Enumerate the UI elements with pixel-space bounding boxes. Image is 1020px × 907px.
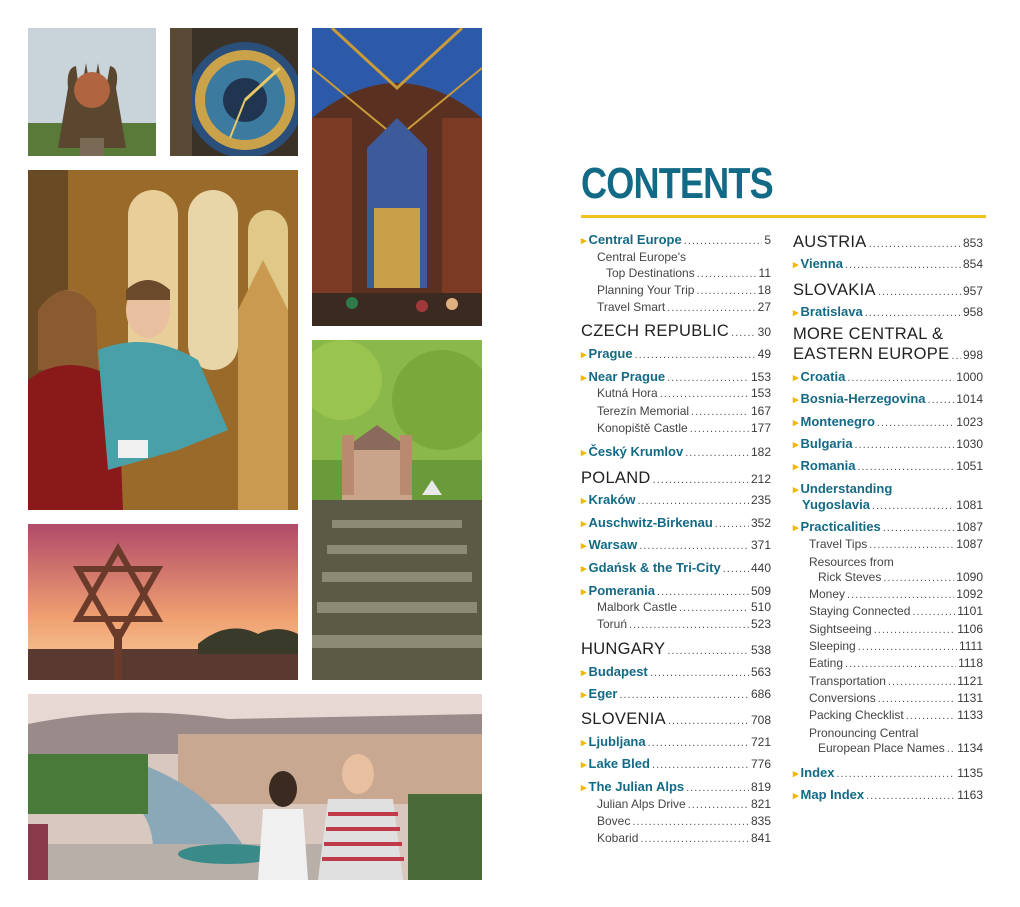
toc-entry-bovec[interactable]: Bovec ..... 835	[581, 813, 771, 830]
toc-entry-central-europe[interactable]: ▸ Central Europe ..... 5	[581, 232, 771, 249]
toc-entry-austria[interactable]: AUSTRIA ..... 853	[793, 234, 983, 252]
toc-entry-packing-checklist[interactable]: Packing Checklist ..... 1133	[793, 707, 983, 724]
toc-entry-konopiste-castle[interactable]: Konopiště Castle ..... 177	[581, 420, 771, 437]
toc-entry-travel-smart[interactable]: Travel Smart ..... 27	[581, 299, 771, 316]
toc-entry-index[interactable]: ▸ Index ..... 1135	[793, 765, 983, 782]
toc-entry-bratislava[interactable]: ▸ Bratislava ..... 958	[793, 304, 983, 321]
toc-entry-gdansk-tri-city[interactable]: ▸ Gdańsk & the Tri-City ..... 440	[581, 560, 771, 577]
toc-entry-sightseeing[interactable]: Sightseeing ..... 1106	[793, 621, 983, 638]
toc-entry-more-central-line1: MORE CENTRAL &	[793, 325, 944, 343]
toc-entry-pronouncing-place-names[interactable]: European Place Names ..... 1134	[793, 740, 983, 757]
toc-entry-czech-republic[interactable]: CZECH REPUBLIC ..... 30	[581, 323, 771, 341]
toc-entry-cesky-krumlov[interactable]: ▸ Český Krumlov ..... 182	[581, 444, 771, 461]
toc-entry-budapest[interactable]: ▸ Budapest ..... 563	[581, 664, 771, 681]
toc-entry-malbork-castle[interactable]: Malbork Castle ..... 510	[581, 599, 771, 616]
toc-entry-torun[interactable]: Toruń ..... 523	[581, 616, 771, 633]
toc-entry-slovenia[interactable]: SLOVENIA ..... 708	[581, 711, 771, 729]
photo-russian-chapel-forest-steps	[312, 340, 482, 680]
photo-star-of-david-sunset	[28, 524, 298, 680]
toc-entry-auschwitz-birkenau[interactable]: ▸ Auschwitz-Birkenau ..... 352	[581, 515, 771, 532]
toc-entry-staying-connected[interactable]: Staying Connected ..... 1101	[793, 603, 983, 620]
toc-entry-julian-alps-drive[interactable]: Julian Alps Drive ..... 821	[581, 796, 771, 813]
toc-entry-understanding-line1: ▸ Understanding	[793, 481, 892, 498]
toc-entry-prague[interactable]: ▸ Prague ..... 49	[581, 346, 771, 363]
toc-entry-bosnia-herzegovina[interactable]: ▸ Bosnia-Herzegovina ..... 1014	[793, 391, 983, 408]
toc-entry-map-index[interactable]: ▸ Map Index ..... 1163	[793, 787, 983, 804]
photo-cathedral-interior	[312, 28, 482, 326]
toc-entry-resources-line1: Resources from	[809, 555, 894, 569]
toc-entry-understanding-yugoslavia[interactable]: Yugoslavia ..... 1081	[793, 497, 983, 514]
toc-entry-poland[interactable]: POLAND ..... 212	[581, 470, 771, 488]
toc-entry-julian-alps[interactable]: ▸ The Julian Alps ..... 819	[581, 779, 771, 796]
toc-entry-practicalities[interactable]: ▸ Practicalities ..... 1087	[793, 519, 983, 536]
toc-entry-croatia[interactable]: ▸ Croatia ..... 1000	[793, 369, 983, 386]
toc-entry-travel-tips[interactable]: Travel Tips ..... 1087	[793, 536, 983, 553]
toc-entry-bulgaria[interactable]: ▸ Bulgaria ..... 1030	[793, 436, 983, 453]
toc-entry-pronouncing-line1: Pronouncing Central	[809, 726, 919, 740]
toc-entry-vienna[interactable]: ▸ Vienna ..... 854	[793, 256, 983, 273]
toc-entry-eger[interactable]: ▸ Eger ..... 686	[581, 686, 771, 703]
toc-entry-transportation[interactable]: Transportation ..... 1121	[793, 673, 983, 690]
toc-entry-montenegro[interactable]: ▸ Montenegro ..... 1023	[793, 414, 983, 431]
toc-entry-krakow[interactable]: ▸ Kraków ..... 235	[581, 492, 771, 509]
title-rule	[581, 215, 986, 218]
photo-friends-overlooking-budapest	[28, 694, 482, 880]
toc-entry-kobarid[interactable]: Kobarid ..... 841	[581, 830, 771, 847]
photo-couple-in-church	[28, 170, 298, 510]
toc-entry-slovakia[interactable]: SLOVAKIA ..... 957	[793, 282, 983, 300]
toc-entry-pomerania[interactable]: ▸ Pomerania ..... 509	[581, 583, 771, 600]
photo-bronze-hands-sculpture	[28, 28, 156, 156]
toc-entry-romania[interactable]: ▸ Romania ..... 1051	[793, 458, 983, 475]
toc-entry-terezin-memorial[interactable]: Terezín Memorial ..... 167	[581, 403, 771, 420]
toc-entry-sleeping[interactable]: Sleeping ..... 1111	[793, 638, 983, 655]
toc-entry-resources-rick-steves[interactable]: Rick Steves ..... 1090	[793, 569, 983, 586]
toc-entry-planning-your-trip[interactable]: Planning Your Trip ..... 18	[581, 282, 771, 299]
toc-entry-near-prague[interactable]: ▸ Near Prague ..... 153	[581, 369, 771, 386]
toc-entry-more-central-eastern-europe[interactable]: EASTERN EUROPE ..... 998	[793, 346, 983, 364]
toc-entry-hungary[interactable]: HUNGARY ..... 538	[581, 641, 771, 659]
photo-astronomical-clock	[170, 28, 298, 156]
toc-entry-lake-bled[interactable]: ▸ Lake Bled ..... 776	[581, 756, 771, 773]
toc-entry-conversions[interactable]: Conversions ..... 1131	[793, 690, 983, 707]
contents-title: CONTENTS	[581, 159, 773, 208]
toc-entry-eating[interactable]: Eating ..... 1118	[793, 655, 983, 672]
toc-entry-top-destinations-line1: Central Europe's	[597, 250, 687, 264]
toc-entry-kutna-hora[interactable]: Kutná Hora ..... 153	[581, 385, 771, 402]
toc-entry-top-destinations[interactable]: Top Destinations ..... 11	[581, 265, 771, 282]
toc-entry-money[interactable]: Money ..... 1092	[793, 586, 983, 603]
toc-entry-warsaw[interactable]: ▸ Warsaw ..... 371	[581, 537, 771, 554]
toc-entry-ljubljana[interactable]: ▸ Ljubljana ..... 721	[581, 734, 771, 751]
